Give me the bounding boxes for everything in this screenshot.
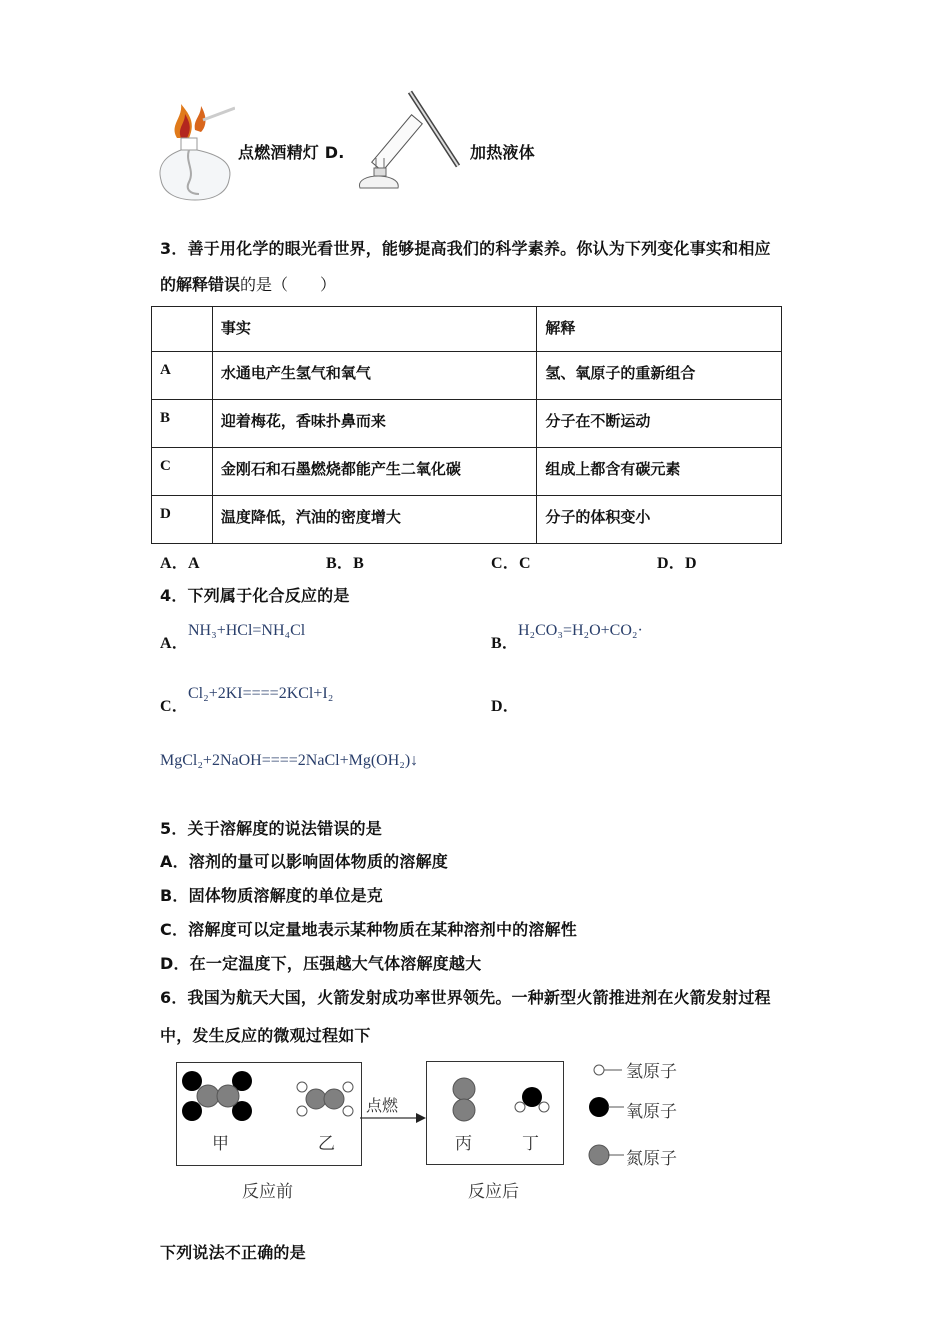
q4-option-c-label[interactable]: C． [160, 698, 188, 715]
header-cell: 解释 [537, 307, 782, 352]
explanation-cell: 组成上都含有碳元素 [537, 448, 782, 496]
before-label: 反应前 [242, 1182, 293, 1202]
molecule-ding-label: 丁 [522, 1134, 539, 1154]
q4-option-c-formula: Cl₂+2KI====2KCl+I₂ [188, 685, 334, 702]
oxygen-atom-icon [588, 1095, 626, 1119]
heating-caption: 加热液体 [470, 143, 535, 162]
row-label: A [152, 352, 213, 400]
q6-follow-up: 下列说法不正确的是 [160, 1243, 306, 1262]
q4-option-d-label[interactable]: D． [491, 698, 519, 715]
q3-stem-normal: 的是（ ） [240, 277, 337, 294]
row-label: D [152, 496, 213, 544]
molecule-jia-label: 甲 [212, 1134, 229, 1154]
heating-liquid-image [350, 88, 465, 198]
legend-oxygen-label: 氧原子 [626, 1102, 677, 1122]
molecule-bing-icon [450, 1077, 478, 1123]
q5-option-d[interactable]: D．在一定温度下，压强越大气体溶解度越大 [160, 954, 482, 973]
q3-option-a[interactable]: A．A [160, 555, 200, 572]
fact-cell: 温度降低，汽油的密度增大 [212, 496, 536, 544]
table-row [152, 448, 782, 496]
molecule-jia-icon [178, 1069, 258, 1125]
header-cell: 事实 [212, 307, 536, 352]
q3-stem-line2 [160, 272, 336, 295]
row-label: C [152, 448, 213, 496]
q4-option-b-formula: H₂CO₃=H₂O+CO₂· [518, 622, 643, 639]
q4-option-d-formula: MgCl₂+2NaOH====2NaCl+Mg(OH₂)↓ [160, 752, 419, 769]
after-label: 反应后 [468, 1182, 519, 1202]
arrow-icon [360, 1111, 426, 1125]
legend-hydrogen-label: 氢原子 [626, 1062, 677, 1082]
nitrogen-atom-icon [588, 1143, 626, 1167]
explanation-cell: 氢、氧原子的重新组合 [537, 352, 782, 400]
q4-option-a-label[interactable]: A． [160, 635, 188, 652]
table-row [152, 400, 782, 448]
q5-option-a[interactable]: A．溶剂的量可以影响固体物质的溶解度 [160, 852, 448, 871]
q3-option-b[interactable]: B．B [326, 555, 364, 572]
q3-option-c[interactable]: C．C [491, 555, 531, 572]
facts-table [151, 306, 782, 544]
q3-stem-line1: 3．善于用化学的眼光看世界，能够提高我们的科学素养。你认为下列变化事实和相应 [160, 239, 771, 258]
q4-option-a-formula: NH₃+HCl=NH₄Cl [188, 622, 306, 639]
table-header-row [152, 307, 782, 352]
condition-label: 点燃 [366, 1096, 399, 1115]
molecule-yi-icon [294, 1079, 356, 1119]
alcohol-lamp-lighting-image [155, 100, 235, 210]
molecule-ding-icon [512, 1085, 552, 1115]
header-cell [152, 307, 213, 352]
table-row [152, 352, 782, 400]
fact-cell: 金刚石和石墨燃烧都能产生二氧化碳 [212, 448, 536, 496]
legend-nitrogen-label: 氮原子 [626, 1149, 677, 1169]
row-label: B [152, 400, 213, 448]
q6-stem-line1: 6．我国为航天大国，火箭发射成功率世界领先。一种新型火箭推进剂在火箭发射过程 [160, 988, 771, 1007]
q3-stem-bold: 的解释错误 [160, 275, 241, 294]
q5-option-b[interactable]: B．固体物质溶解度的单位是克 [160, 886, 383, 905]
explanation-cell: 分子的体积变小 [537, 496, 782, 544]
molecule-yi-label: 乙 [318, 1134, 335, 1154]
q3-option-d[interactable]: D．D [657, 555, 697, 572]
q4-stem: 4．下列属于化合反应的是 [160, 586, 350, 605]
fact-cell: 迎着梅花，香味扑鼻而来 [212, 400, 536, 448]
reaction-diagram [170, 1055, 710, 1205]
q6-stem-line2: 中，发生反应的微观过程如下 [160, 1026, 371, 1045]
fact-cell: 水通电产生氢气和氧气 [212, 352, 536, 400]
table-row [152, 496, 782, 544]
lamp-caption: 点燃酒精灯 D. [238, 143, 345, 162]
hydrogen-atom-icon [592, 1063, 624, 1077]
q5-option-c[interactable]: C．溶解度可以定量地表示某种物质在某种溶剂中的溶解性 [160, 920, 577, 939]
explanation-cell: 分子在不断运动 [537, 400, 782, 448]
molecule-bing-label: 丙 [455, 1134, 472, 1154]
q5-stem: 5．关于溶解度的说法错误的是 [160, 819, 382, 838]
q4-option-b-label[interactable]: B． [491, 635, 519, 652]
